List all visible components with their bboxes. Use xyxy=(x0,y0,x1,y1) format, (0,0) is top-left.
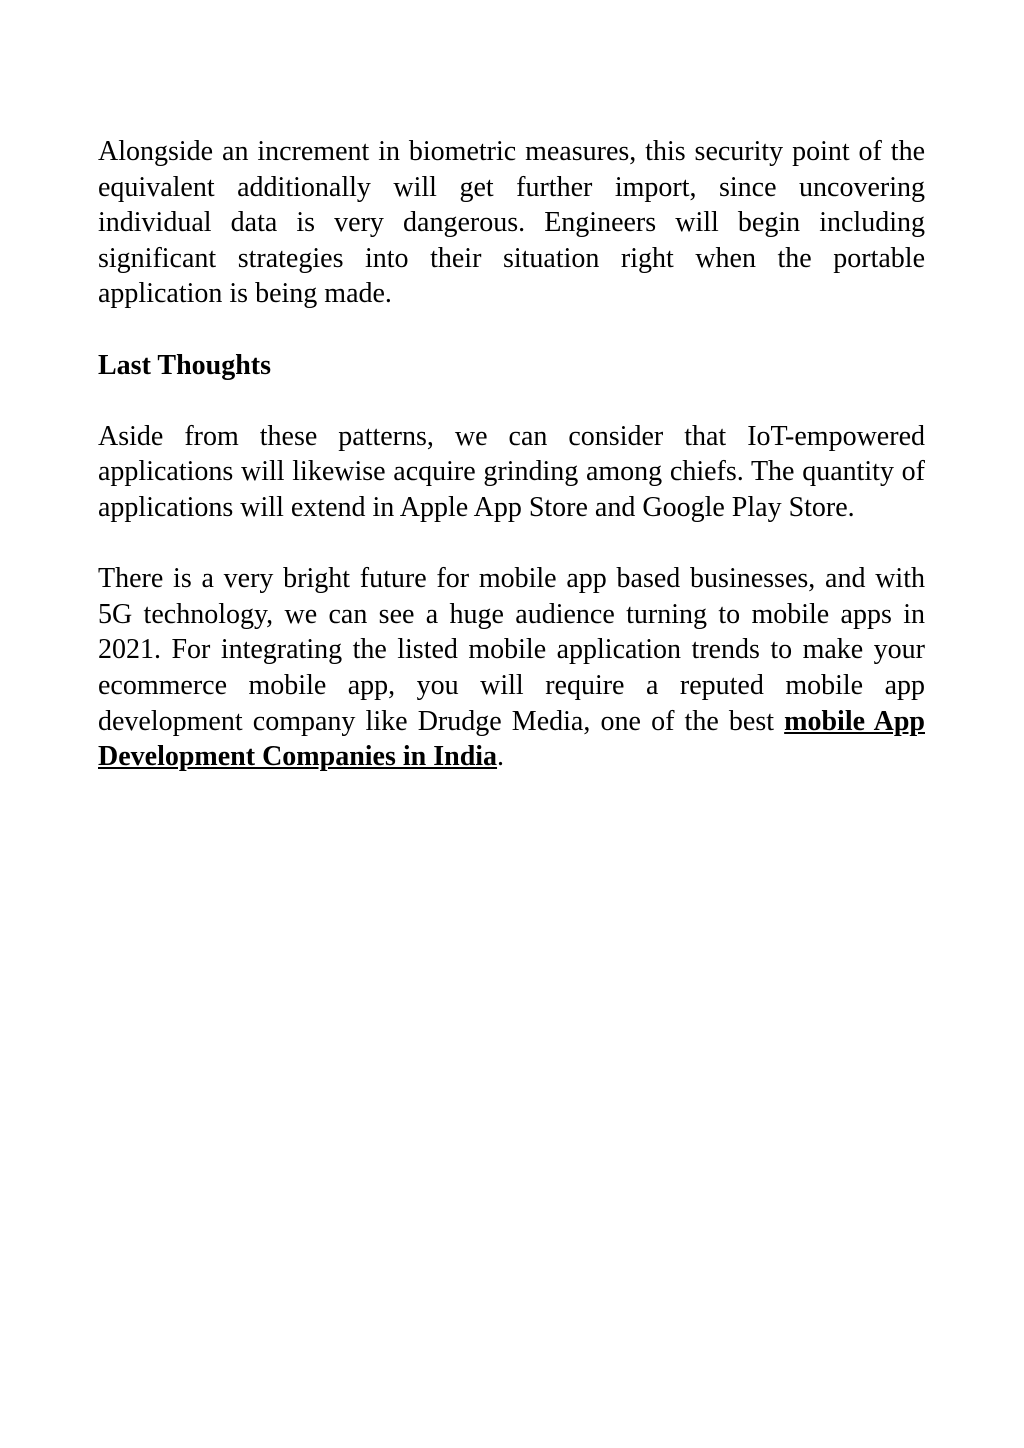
paragraph-end-period: . xyxy=(497,741,505,773)
paragraph-biometric-security: Alongside an increment in biometric measures, this security point of the equivalent additionally will get further import, since uncovering individual data is very dangerous. Engineers will begin including significant strategies into their situation right when the portable application is being made. xyxy=(98,136,925,310)
paragraph-future-outlook xyxy=(98,561,925,775)
document-page xyxy=(98,134,925,810)
app-development-companies-link[interactable]: mobile App Development Companies in India xyxy=(98,705,926,773)
section-heading: Last Thoughts xyxy=(98,349,272,381)
paragraph-future-outlook-text: There is a very bright future for mobile app based businesses, and with 5G technology, we can see a huge audience turning to mobile apps in 2021. For integrating the listed mobile application trends to make your ecommerce mobile app, you will require a reputed mobile app development company like Drudge Media, one of the best xyxy=(98,563,925,737)
paragraph-iot-applications: Aside from these patterns, we can consider that IoT-empowered applications will likewise acquire grinding among chiefs. The quantity of applications will extend in Apple App Store and Google Play Store. xyxy=(98,420,925,523)
